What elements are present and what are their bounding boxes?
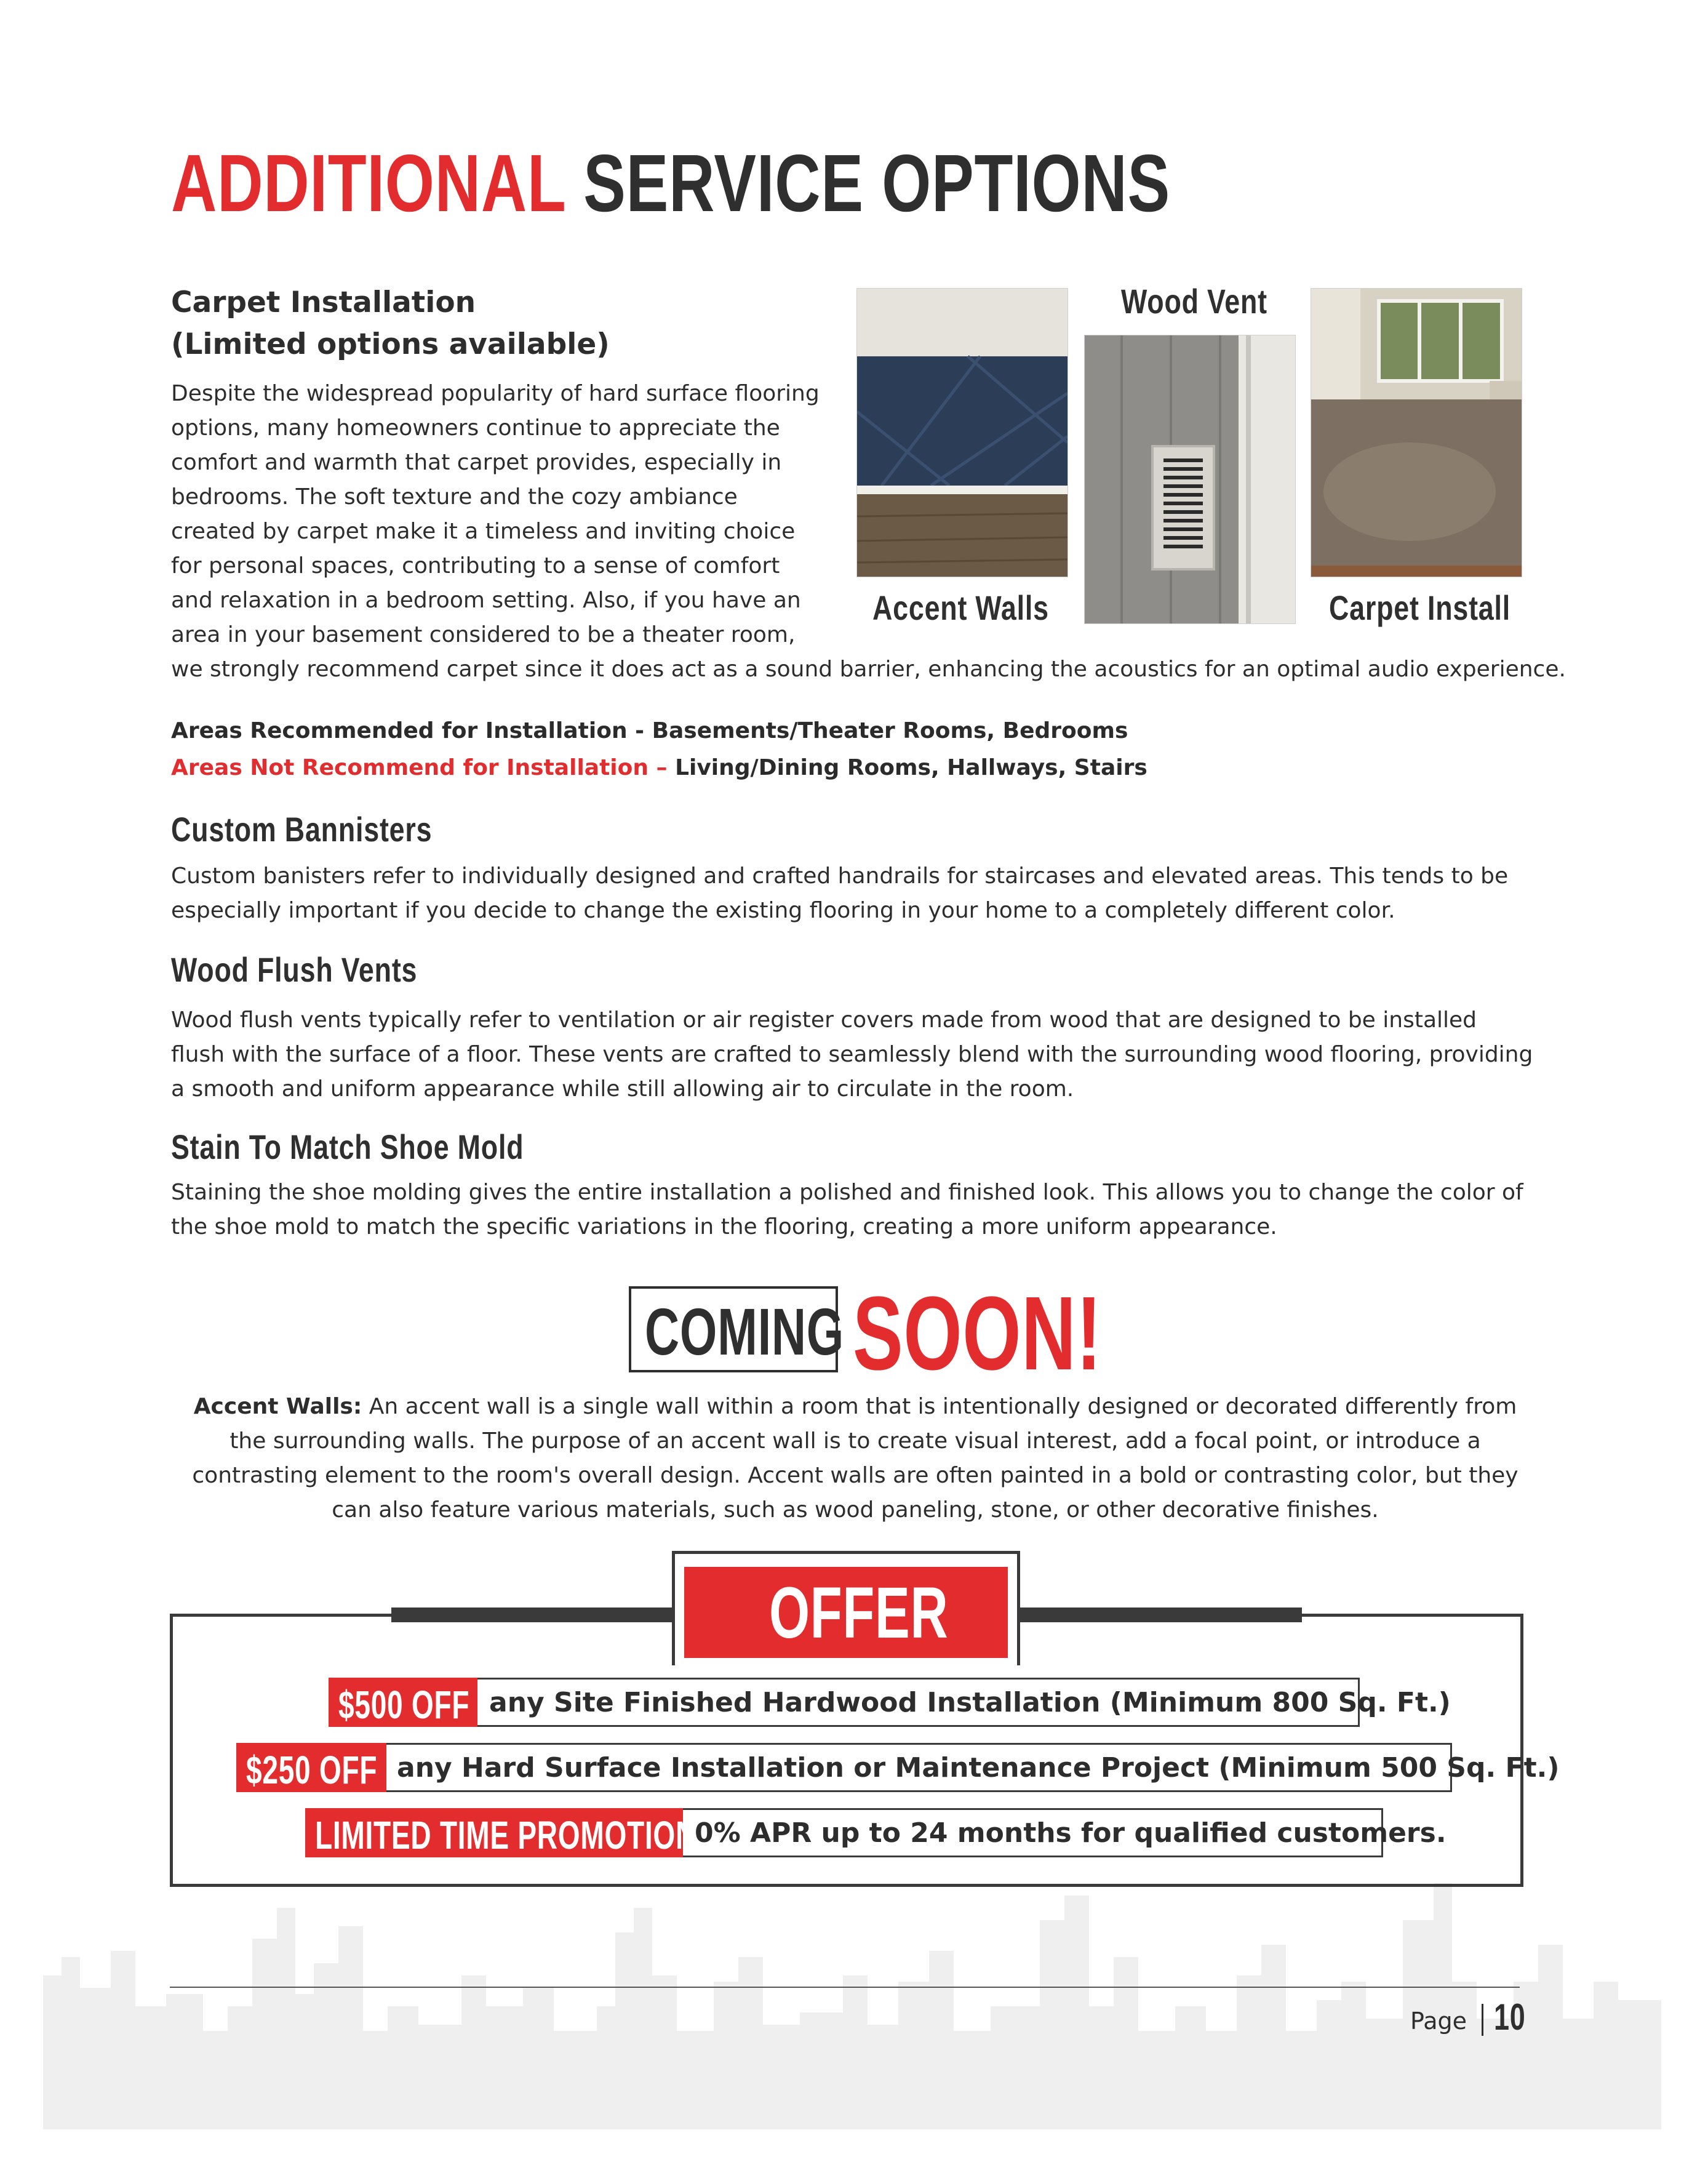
offer-label: OFFER: [769, 1572, 949, 1654]
accent-walls-caption: Accent Walls: [872, 588, 1049, 627]
carpet-body-line: created by carpet make it a timeless and inviting choice: [171, 519, 796, 544]
accent-para-text: An accent wall is a single wall within a room that is intentionally designed or decorated differently from: [362, 1394, 1517, 1419]
page-title: [171, 138, 1171, 228]
stain-shoe-mold-heading: Stain To Match Shoe Mold: [171, 1127, 524, 1166]
custom-bannisters-body: [171, 859, 1549, 928]
carpet-body-line: bedrooms. The soft texture and the cozy ambiance: [171, 484, 738, 510]
page-number: 10: [1494, 1996, 1526, 2038]
carpet-body-line: we strongly recommend carpet since it does act as a sound barrier, enhancing the acoustics for an optimal audio experience.: [171, 657, 1566, 682]
promo-row-limited-time: [305, 1808, 1447, 1857]
accent-walls-description: [185, 1390, 1526, 1527]
carpet-body-line: area in your basement considered to be a theater room,: [171, 622, 796, 647]
skyline-background: [43, 1883, 1661, 2129]
carpet-body-line: comfort and warmth that carpet provides, especially in: [171, 450, 782, 475]
section-body-line: Custom banisters refer to individually designed and crafted handrails for staircases and elevated areas. This tends to be: [171, 863, 1509, 889]
accent-para-line: can also feature various materials, such as wood paneling, stone, or other decorative finishes.: [332, 1497, 1379, 1523]
areas-not-recommended-value: Living/Dining Rooms, Hallways, Stairs: [667, 755, 1147, 780]
carpet-heading-line2: (Limited options available): [171, 327, 610, 361]
footer-divider: [170, 1987, 1520, 1988]
accent-para-line: [185, 1390, 1526, 1424]
section-body-line: flush with the surface of a floor. These vents are crafted to seamlessly blend with the surrounding wood flooring, providing: [171, 1042, 1533, 1067]
page-label: Page: [1410, 2008, 1467, 2035]
carpet-body-line: and relaxation in a bedroom setting. Also, if you have an: [171, 588, 801, 613]
areas-not-recommended-label: Areas Not Recommend for Installation –: [171, 755, 668, 780]
section-body-line: Wood flush vents typically refer to ventilation or air register covers made from wood that are designed to be installed: [171, 1007, 1477, 1033]
coming-label: COMING: [645, 1294, 844, 1369]
areas-not-recommended: [171, 750, 1147, 787]
promo-row-500-off: [329, 1678, 1451, 1727]
wood-vent-photo: [1084, 335, 1296, 624]
areas-recommended: Areas Recommended for Installation - Basements/Theater Rooms, Bedrooms: [171, 718, 1128, 743]
wood-flush-vents-body: [171, 1003, 1549, 1107]
promo-badge-label: LIMITED TIME PROMOTION: [315, 1813, 696, 1857]
promo-badge: [236, 1743, 386, 1792]
promo-description: any Site Finished Hardwood Installation (Minimum 800 Sq. Ft.): [489, 1687, 1451, 1718]
page-title-accent: ADDITIONAL: [171, 138, 565, 228]
carpet-installation-heading: [171, 282, 848, 366]
promo-badge: [305, 1808, 696, 1857]
page-separator: [1482, 2004, 1483, 2036]
section-body-line: the shoe mold to match the specific variations in the flooring, creating a more uniform appearance.: [171, 1214, 1277, 1239]
accent-para-line: contrasting element to the room's overall design. Accent walls are often painted in a bold or contrasting color, but they: [192, 1463, 1518, 1488]
section-body-line: a smooth and uniform appearance while still allowing air to circulate in the room.: [171, 1076, 1074, 1102]
accent-para-line: the surrounding walls. The purpose of an accent wall is to create visual interest, add a focal point, or introduce a: [229, 1428, 1481, 1454]
carpet-body-line: Despite the widespread popularity of hard surface flooring: [171, 381, 820, 406]
accent-walls-label: Accent Walls:: [193, 1394, 362, 1419]
wood-flush-vents-heading: Wood Flush Vents: [171, 950, 418, 989]
accent-walls-photo: [856, 288, 1068, 577]
promo-description: any Hard Surface Installation or Maintenance Project (Minimum 500 Sq. Ft.): [397, 1752, 1560, 1784]
soon-label: SOON!: [853, 1275, 1102, 1392]
offer-divider-left: [391, 1607, 674, 1622]
promo-row-250-off: [236, 1743, 1560, 1792]
carpet-body-line: options, many homeowners continue to appreciate the: [171, 415, 780, 441]
promo-description: 0% APR up to 24 months for qualified customers.: [695, 1817, 1447, 1849]
section-body-line: Staining the shoe molding gives the entire installation a polished and finished look. This allows you to change the color of: [171, 1180, 1523, 1205]
page-title-main: SERVICE OPTIONS: [583, 138, 1171, 228]
carpet-heading-line1: Carpet Installation: [171, 286, 476, 319]
stain-shoe-mold-body: [171, 1175, 1549, 1244]
section-body-line: especially important if you decide to change the existing flooring in your home to a completely different color.: [171, 898, 1395, 923]
offer-divider-right: [1018, 1607, 1302, 1622]
installation-recommendations: [171, 713, 1147, 787]
promo-badge-label: $500 OFF: [338, 1683, 470, 1727]
custom-bannisters-heading: Custom Bannisters: [171, 810, 433, 849]
carpet-install-caption: Carpet Install: [1329, 588, 1511, 627]
carpet-install-photo: [1311, 288, 1522, 577]
wood-vent-caption: Wood Vent: [1121, 282, 1267, 321]
carpet-body-line: for personal spaces, contributing to a sense of comfort: [171, 553, 780, 579]
promo-badge: [329, 1678, 477, 1727]
promo-badge-label: $250 OFF: [246, 1748, 378, 1792]
